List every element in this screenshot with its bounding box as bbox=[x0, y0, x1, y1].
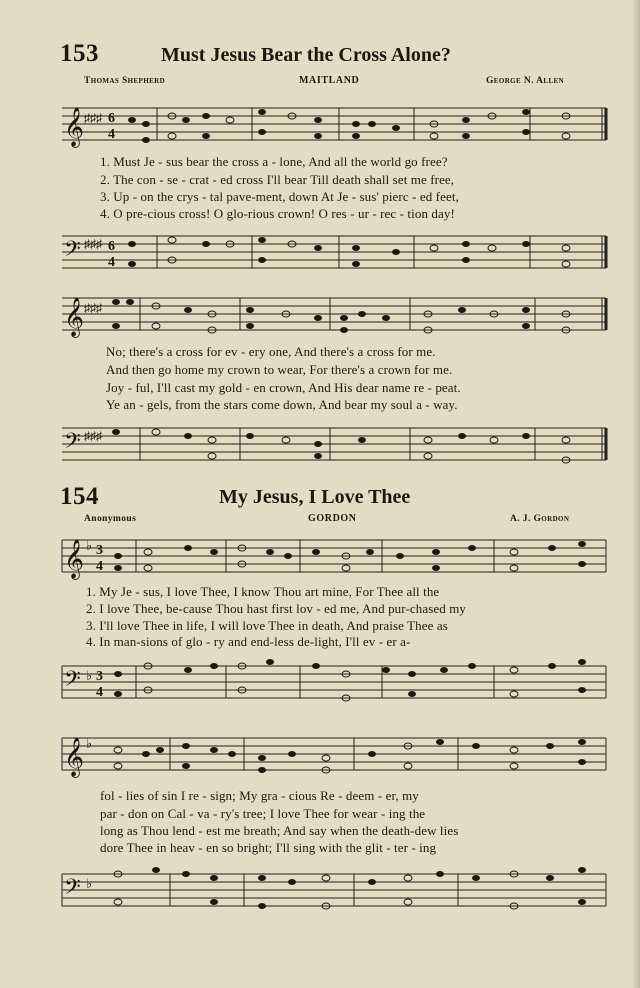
hymn-153-system-2-bass-staff bbox=[0, 418, 640, 468]
hymn-153-composer: George N. Allen bbox=[486, 76, 565, 86]
key-signature-sharps: ♯♯♯ bbox=[84, 111, 102, 125]
hymn-154-s2-verse-4: dore Thee in heav - en so bright; I'll sing with the glit - ter - ing bbox=[100, 840, 437, 855]
hymn-154-author: Anonymous bbox=[84, 514, 137, 524]
hymn-153-s1-verse-2: 2. The con - se - crat - ed cross I'll bear Till death shall set me free, bbox=[100, 172, 455, 187]
hymn-154-s1-verse-3: 3. I'll love Thee in life, I will love Thee in death, And praise Thee as bbox=[86, 618, 448, 633]
hymn-154-composer: A. J. Gordon bbox=[510, 514, 570, 524]
svg-text:4: 4 bbox=[96, 685, 103, 700]
bass-clef-icon: 𝄢 bbox=[64, 237, 81, 266]
svg-text:4: 4 bbox=[108, 255, 115, 270]
svg-text:6: 6 bbox=[108, 239, 115, 254]
page-edge-shadow bbox=[632, 0, 640, 988]
svg-text:4: 4 bbox=[96, 559, 103, 574]
key-signature-sharps: ♯♯♯ bbox=[84, 237, 102, 251]
hymn-153-s1-verse-4: 4. O pre-cious cross! O glo-rious crown! O res - ur - rec - tion day! bbox=[100, 206, 455, 221]
hymn-154-number: 154 bbox=[60, 483, 99, 510]
svg-text:3: 3 bbox=[96, 669, 103, 684]
staff-lines bbox=[62, 236, 606, 268]
hymn-154-s1-verse-1: 1. My Je - sus, I love Thee, I know Thou art mine, For Thee all the bbox=[86, 584, 440, 599]
hymn-153-tune: MAITLAND bbox=[299, 75, 360, 86]
hymn-154-tune: GORDON bbox=[308, 513, 357, 524]
hymn-153-s2-verse-1: No; there's a cross for ev - ery one, And there's a cross for me. bbox=[106, 344, 436, 359]
hymn-154-s1-verse-2: 2. I love Thee, be-cause Thou hast first lov - ed me, And pur-chased my bbox=[86, 601, 467, 616]
time-sig-top: 6 bbox=[108, 111, 115, 126]
hymn-153-s2-verse-4: Ye an - gels, from the stars come down, And bear my soul a - way. bbox=[106, 397, 458, 412]
key-signature-flat: ♭ bbox=[86, 538, 93, 553]
hymn-153-s2-verse-2: And then go home my crown to wear, For there's a crown for me. bbox=[106, 362, 453, 377]
time-sig-bottom: 4 bbox=[108, 127, 115, 142]
staff-lines bbox=[62, 666, 606, 698]
notes bbox=[112, 429, 570, 463]
hymn-154-system-2-treble-staff bbox=[0, 726, 640, 786]
notes bbox=[112, 299, 570, 333]
svg-text:3: 3 bbox=[96, 543, 103, 558]
hymn-153-title: Must Jesus Bear the Cross Alone? bbox=[161, 44, 451, 66]
hymn-153-number: 153 bbox=[60, 40, 99, 67]
hymn-154-s2-verse-1: fol - lies of sin I re - sign; My gra - cious Re - deem - er, my bbox=[100, 788, 419, 803]
hymn-154-s2-verse-3: long as Thou lend - est me breath; And say when the death-dew lies bbox=[100, 823, 459, 838]
treble-clef-icon: 𝄞 bbox=[64, 739, 85, 776]
key-signature-flat: ♭ bbox=[86, 668, 93, 683]
staff-lines bbox=[62, 428, 606, 460]
hymn-153-s1-verse-3: 3. Up - on the crys - tal pave-ment, down At Je - sus' pierc - ed feet, bbox=[100, 189, 459, 204]
hymn-153-system-2-treble-staff bbox=[0, 286, 640, 346]
treble-clef-icon: 𝄞 bbox=[64, 299, 85, 336]
hymn-154-s2-verse-2: par - don on Cal - va - ry's tree; I love Thee for wear - ing the bbox=[100, 806, 426, 821]
hymn-154-system-2-bass-staff bbox=[0, 862, 640, 922]
notes bbox=[114, 867, 586, 909]
hymn-153-author: Thomas Shepherd bbox=[84, 76, 166, 86]
bass-clef-icon: 𝄢 bbox=[64, 875, 81, 904]
key-signature-flat: ♭ bbox=[86, 736, 93, 751]
staff-lines bbox=[62, 874, 606, 906]
hymn-153-system-1-bass-staff bbox=[0, 226, 640, 276]
key-signature-sharps: ♯♯♯ bbox=[84, 429, 102, 443]
hymn-154-s1-verse-4: 4. In man-sions of glo - ry and end-less de-light, I'll ev - er a- bbox=[86, 634, 411, 649]
notes bbox=[114, 739, 586, 773]
hymn-154-title: My Jesus, I Love Thee bbox=[219, 486, 411, 508]
notes bbox=[114, 659, 586, 701]
hymn-153-system-1-treble-staff bbox=[0, 96, 640, 156]
key-signature-sharps: ♯♯♯ bbox=[84, 301, 102, 315]
treble-clef-icon: 𝄞 bbox=[64, 109, 85, 146]
bass-clef-icon: 𝄢 bbox=[64, 429, 81, 458]
hymn-153-s2-verse-3: Joy - ful, I'll cast my gold - en crown, And His dear name re - peat. bbox=[106, 380, 461, 395]
hymn-154-system-1-treble-staff bbox=[0, 528, 640, 588]
bass-clef-icon: 𝄢 bbox=[64, 667, 81, 696]
hymn-154-system-1-bass-staff bbox=[0, 654, 640, 714]
notes bbox=[128, 109, 570, 143]
treble-clef-icon: 𝄞 bbox=[64, 541, 85, 578]
hymn-153-s1-verse-1: 1. Must Je - sus bear the cross a - lone, And all the world go free? bbox=[100, 154, 448, 169]
key-signature-flat: ♭ bbox=[86, 876, 93, 891]
